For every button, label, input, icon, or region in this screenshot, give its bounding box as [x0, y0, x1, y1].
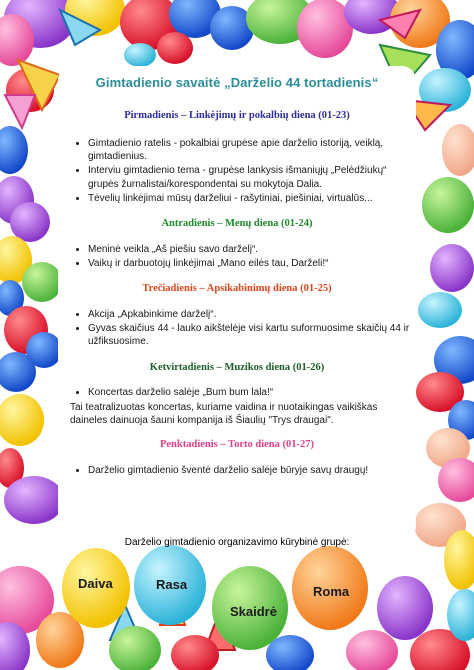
team-member-name: Rasa: [156, 577, 188, 592]
list-item: • Koncertas darželio salėje „Bum bum lala!“: [88, 386, 412, 399]
list-item: • Akcija „Apkabinkime darželį“.: [88, 308, 412, 321]
left-balloons: [0, 126, 64, 524]
day-heading-monday: Pirmadienis – Linkėjimų ir pokalbių diena (01-23): [124, 110, 350, 122]
monday-list: [62, 137, 412, 205]
tuesday-list: [62, 243, 412, 270]
list-item: • Gimtadienio ratelis - pokalbiai grupėse apie darželio istoriją, veiklą, gimtadienius.: [88, 137, 412, 163]
list-item: • Tėvelių linkėjimai mūsų darželiui - rašytiniai, piešiniai, virtualūs...: [88, 192, 412, 205]
day-heading-wednesday: Trečiadienis – Apsikabinimų diena (01-25): [142, 283, 332, 295]
day-heading-thursday: Ketvirtadienis – Muzikos diena (01-26): [149, 361, 325, 373]
announcement-content: [62, 70, 412, 478]
list-item: • Interviu gimtadienio tema - grupėse lankysis išmaniųjų „Pelėdžiukų“ grupės žurnalistai/korespondentai su mokytoja Dalia.: [88, 164, 412, 190]
team-label: Darželio gimtadienio organizavimo kūrybinė grupė:: [124, 537, 350, 548]
list-item: • Darželio gimtadienio šventė darželio salėje būryje savų draugų!: [88, 464, 412, 477]
team-member-name: Skaidrė: [230, 604, 277, 619]
team-member-name: Daiva: [78, 576, 113, 591]
thursday-list: [62, 386, 412, 399]
right-balloons: [414, 124, 474, 590]
list-item: • Vaikų ir darbuotojų linkėjimai „Mano eilės tau, Darželi!“: [88, 257, 412, 270]
friday-list: [62, 464, 412, 477]
thursday-note: Tai teatralizuotas koncertas, kuriame vaidina ir nuotaikingas vaikiškas daineles dainuoja šauni kompanija iš Šiaulių "Trys draugai".: [70, 401, 378, 426]
day-heading-friday: Penktadienis – Torto diena (01-27): [159, 439, 314, 451]
day-heading-tuesday: Antradienis – Menų diena (01-24): [161, 217, 313, 229]
team-member-name: Roma: [313, 584, 350, 599]
page-title: Gimtadienio savaitė „Darželio 44 tortadienis“: [95, 75, 379, 90]
wednesday-list: [62, 308, 412, 349]
list-item: • Meninė veikla „Aš piešiu savo darželį“.: [88, 243, 412, 256]
list-item: • Gyvas skaičius 44 - lauko aikštelėje visi kartu suformuosime skaičių 44 ir užfiksuosime.: [88, 322, 412, 348]
